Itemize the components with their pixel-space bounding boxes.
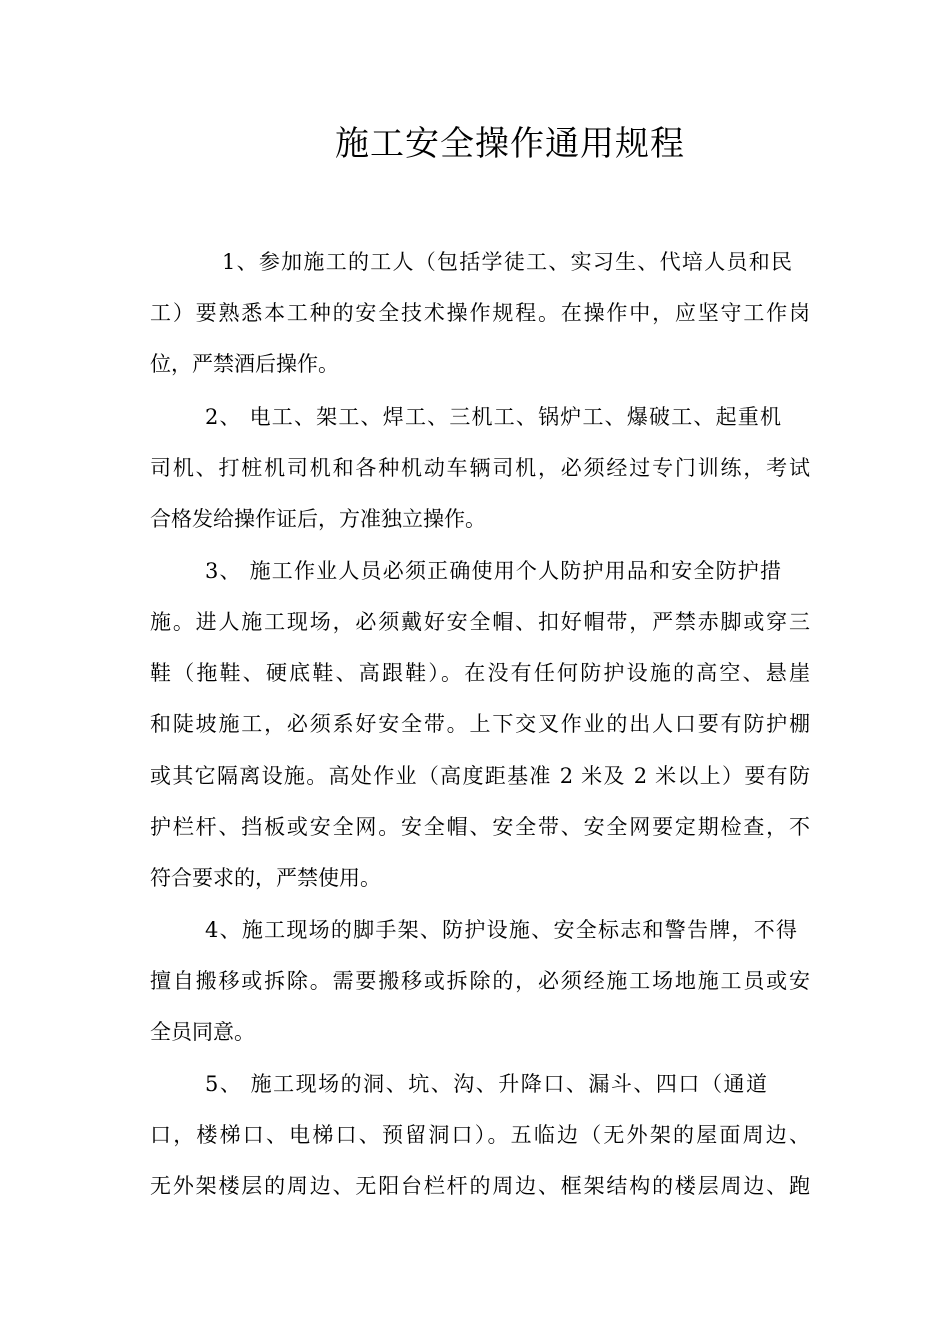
paragraph-3-line-7: 符合要求的，严禁使用。 <box>150 866 381 890</box>
paragraph-1-line-1: 1、参加施工的工人（包括学徒工、实习生、代培人员和民 <box>222 250 792 274</box>
paragraph-4-line-2: 擅自搬移或拆除。需要搬移或拆除的，必须经施工场地施工员或安 <box>150 969 810 993</box>
paragraph-3-line-2: 施。进人施工现场，必须戴好安全帽、扣好帽带，严禁赤脚或穿三 <box>150 610 810 634</box>
paragraph-4-line-1: 4、施工现场的脚手架、防护设施、安全标志和警告牌，不得 <box>205 918 797 942</box>
paragraph-2-line-1: 2、 电工、架工、焊工、三机工、锅炉工、爆破工、起重机 <box>205 405 781 429</box>
paragraph-5-line-2: 口，楼梯口、电梯口、预留洞口）。五临边（无外架的屋面周边、 <box>150 1123 810 1147</box>
paragraph-3-line-1: 3、 施工作业人员必须正确使用个人防护用品和安全防护措 <box>205 559 781 583</box>
paragraph-5-line-1: 5、 施工现场的洞、坑、沟、升降口、漏斗、四口（通道 <box>205 1072 767 1096</box>
paragraph-3-line-3: 鞋（拖鞋、硬底鞋、高跟鞋）。在没有任何防护设施的高空、悬崖 <box>150 661 810 685</box>
paragraph-2-line-3: 合格发给操作证后，方准独立操作。 <box>150 507 486 531</box>
paragraph-2-line-2: 司机、打桩机司机和各种机动车辆司机，必须经过专门训练，考试 <box>150 456 810 480</box>
paragraph-3-line-6: 护栏杆、挡板或安全网。安全帽、安全带、安全网要定期检查，不 <box>150 815 810 839</box>
document-title: 施工安全操作通用规程 <box>335 124 685 164</box>
paragraph-3-line-4: 和陡坡施工，必须系好安全带。上下交叉作业的出人口要有防护棚 <box>150 712 810 736</box>
paragraph-4-line-3: 全员同意。 <box>150 1020 255 1044</box>
paragraph-3-line-5: 或其它隔离设施。高处作业（高度距基准 2 米及 2 米以上）要有防 <box>150 764 810 788</box>
paragraph-1-line-3: 位，严禁酒后操作。 <box>150 352 339 376</box>
paragraph-5-line-3: 无外架楼层的周边、无阳台栏杆的周边、框架结构的楼层周边、跑 <box>150 1174 810 1198</box>
paragraph-1-line-2: 工）要熟悉本工种的安全技术操作规程。在操作中，应坚守工作岗 <box>150 301 810 325</box>
